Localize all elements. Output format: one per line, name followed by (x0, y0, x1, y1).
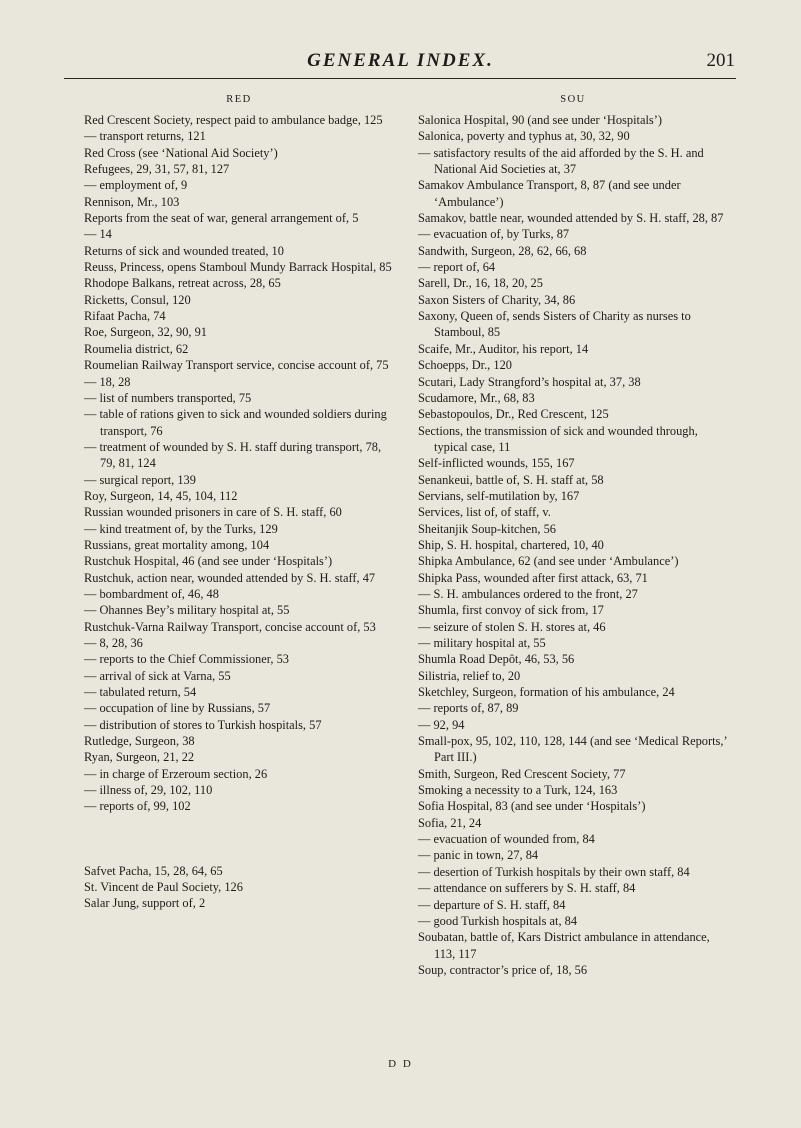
index-entry: Safvet Pacha, 15, 28, 64, 65 (84, 863, 223, 878)
index-entry: — surgical report, 139 (84, 472, 196, 487)
index-entry: — reports to the Chief Commissioner, 53 (84, 652, 289, 667)
index-entry: Soubatan, battle of, Kars District ambulance in attendance, 113, 117 (418, 930, 710, 961)
index-entry: — evacuation of, by Turks, 87 (418, 227, 570, 242)
index-entry: — kind treatment of, by the Turks, 129 (84, 521, 278, 536)
index-entry: Scudamore, Mr., 68, 83 (418, 390, 535, 405)
signature-mark: D D (388, 1058, 413, 1070)
index-entry: Rennison, Mr., 103 (84, 194, 180, 209)
index-entry: Saxony, Queen of, sends Sisters of Charity as nurses to Stamboul, 85 (418, 309, 691, 340)
index-entry: — employment of, 9 (84, 178, 188, 193)
index-entry: Roe, Surgeon, 32, 90, 91 (84, 325, 207, 340)
index-entry: Saxon Sisters of Charity, 34, 86 (418, 292, 576, 307)
index-entry: — S. H. ambulances ordered to the front, 27 (418, 586, 638, 601)
index-entry: — report of, 64 (418, 260, 496, 275)
index-entry: Shipka Ambulance, 62 (and see under ‘Ambulance’) (418, 554, 679, 569)
index-entry: Sheitanjik Soup-kitchen, 56 (418, 521, 557, 536)
index-entry: Sarell, Dr., 16, 18, 20, 25 (418, 276, 543, 291)
index-entry: Sofia Hospital, 83 (and see under ‘Hospitals’) (418, 799, 646, 814)
index-entry: Red Crescent Society, respect paid to ambulance badge, 125 (84, 113, 383, 127)
index-entry: Samakov, battle near, wounded attended by S. H. staff, 28, 87 (418, 211, 724, 226)
index-entry: — 18, 28 (84, 374, 131, 389)
index-entry: — reports of, 99, 102 (84, 799, 191, 814)
index-entry: — seizure of stolen S. H. stores at, 46 (418, 619, 606, 634)
index-entry: — desertion of Turkish hospitals by their own staff, 84 (418, 864, 690, 879)
index-entry: Rifaat Pacha, 74 (84, 309, 166, 324)
index-entry: Scaife, Mr., Auditor, his report, 14 (418, 341, 589, 356)
index-entry: Rustchuk Hospital, 46 (and see under ‘Hospitals’) (84, 554, 333, 569)
index-entry: — 14 (84, 227, 112, 242)
index-entry: — table of rations given to sick and wounded soldiers during transport, 76 (84, 407, 387, 438)
index-entry: Shumla Road Depôt, 46, 53, 56 (418, 652, 575, 667)
header-rule (64, 78, 736, 79)
index-entry: — military hospital at, 55 (418, 636, 546, 650)
index-entry: Shipka Pass, wounded after first attack, 63, 71 (418, 570, 648, 585)
index-entry: Schoepps, Dr., 120 (418, 358, 512, 373)
index-entry: Ryan, Surgeon, 21, 22 (84, 750, 195, 765)
index-entry: Salonica, poverty and typhus at, 30, 32, 90 (418, 129, 630, 144)
index-entry: — attendance on sufferers by S. H. staff, 84 (418, 881, 636, 896)
index-entry: Samakov Ambulance Transport, 8, 87 (and see under ‘Ambulance’) (418, 178, 681, 209)
index-entry: Scutari, Lady Strangford’s hospital at, 37, 38 (418, 374, 641, 389)
index-entry: Roumelian Railway Transport service, concise account of, 75 (84, 358, 389, 373)
index-entry: — tabulated return, 54 (84, 685, 197, 700)
index-entry: Ship, S. H. hospital, chartered, 10, 40 (418, 537, 604, 552)
index-entry: — treatment of wounded by S. H. staff during transport, 78, 79, 81, 124 (84, 439, 382, 471)
index-entry: — reports of, 87, 89 (418, 701, 519, 716)
index-entry: Sketchley, Surgeon, formation of his ambulance, 24 (418, 685, 675, 700)
index-entry: Reports from the seat of war, general arrangement of, 5 (84, 211, 359, 226)
index-entry: Senankeui, battle of, S. H. staff at, 58 (418, 472, 604, 487)
right-column-heading: SOU (560, 94, 586, 105)
index-entry: Shumla, first convoy of sick from, 17 (418, 603, 604, 618)
index-entry: Small-pox, 95, 102, 110, 128, 144 (and see ‘Medical Reports,’ Part III.) (418, 734, 727, 765)
right-entry-list (418, 112, 728, 978)
index-entry: — distribution of stores to Turkish hospitals, 57 (84, 717, 322, 732)
index-entry: Russian wounded prisoners in care of S. H. staff, 60 (84, 505, 342, 520)
index-entry: Soup, contractor’s price of, 18, 56 (418, 962, 588, 977)
index-entry: Servians, self-mutilation by, 167 (418, 488, 580, 503)
index-entry: Sandwith, Surgeon, 28, 62, 66, 68 (418, 243, 587, 258)
index-entry: Silistria, relief to, 20 (418, 668, 521, 683)
index-entry: Roy, Surgeon, 14, 45, 104, 112 (84, 488, 238, 503)
index-entry: — Ohannes Bey’s military hospital at, 55 (84, 603, 290, 618)
index-entry: Smith, Surgeon, Red Crescent Society, 77 (418, 766, 626, 781)
index-entry: Russians, great mortality among, 104 (84, 537, 270, 552)
running-head (0, 50, 801, 82)
left-column-heading: RED (226, 94, 252, 105)
index-entry: — evacuation of wounded from, 84 (418, 832, 595, 847)
index-entry: Returns of sick and wounded treated, 10 (84, 243, 284, 258)
index-entry: — panic in town, 27, 84 (418, 848, 539, 863)
index-entry: Ricketts, Consul, 120 (84, 292, 191, 307)
index-entry: — departure of S. H. staff, 84 (418, 897, 566, 912)
right-column (418, 92, 728, 978)
index-entry: Red Cross (see ‘National Aid Society’) (84, 145, 278, 160)
index-entry: Salar Jung, support of, 2 (84, 896, 206, 911)
running-title: GENERAL INDEX. (307, 50, 494, 71)
index-entry: — good Turkish hospitals at, 84 (418, 913, 578, 928)
index-entry: Rhodope Balkans, retreat across, 28, 65 (84, 276, 281, 291)
index-entry: — arrival of sick at Varna, 55 (84, 668, 231, 683)
index-entry: — list of numbers transported, 75 (84, 390, 252, 405)
index-entry: Services, list of, of staff, v. (418, 505, 551, 520)
left-entry-list (84, 112, 394, 912)
index-entry: Rustchuk, action near, wounded attended by S. H. staff, 47 (84, 570, 376, 585)
index-entry: Salonica Hospital, 90 (and see under ‘Hospitals’) (418, 113, 662, 127)
index-entry: — in charge of Erzeroum section, 26 (84, 766, 268, 781)
index-entry: St. Vincent de Paul Society, 126 (84, 880, 243, 895)
index-entry: — bombardment of, 46, 48 (84, 586, 219, 601)
index-entry: — 92, 94 (418, 717, 465, 732)
index-entry: Self-inflicted wounds, 155, 167 (418, 456, 575, 471)
index-entry: Roumelia district, 62 (84, 341, 189, 356)
left-column (84, 92, 394, 912)
index-entry: — satisfactory results of the aid afforded by the S. H. and National Aid Societies at, 37 (418, 145, 704, 177)
index-entry: — illness of, 29, 102, 110 (84, 783, 213, 798)
index-entry: Sebastopoulos, Dr., Red Crescent, 125 (418, 407, 609, 422)
index-entry: Sofia, 21, 24 (418, 815, 482, 830)
index-entry: Smoking a necessity to a Turk, 124, 163 (418, 783, 618, 798)
index-entry: Rustchuk-Varna Railway Transport, concise account of, 53 (84, 619, 376, 634)
index-entry: — transport returns, 121 (84, 129, 206, 144)
index-entry: Sections, the transmission of sick and wounded through, typical case, 11 (418, 423, 698, 454)
page-number: 201 (706, 50, 735, 71)
index-entry: — occupation of line by Russians, 57 (84, 701, 271, 716)
index-entry: Refugees, 29, 31, 57, 81, 127 (84, 162, 230, 177)
index-entry: Reuss, Princess, opens Stamboul Mundy Barrack Hospital, 85 (84, 260, 392, 275)
index-entry: — 8, 28, 36 (84, 636, 143, 650)
index-entry: Rutledge, Surgeon, 38 (84, 734, 195, 749)
